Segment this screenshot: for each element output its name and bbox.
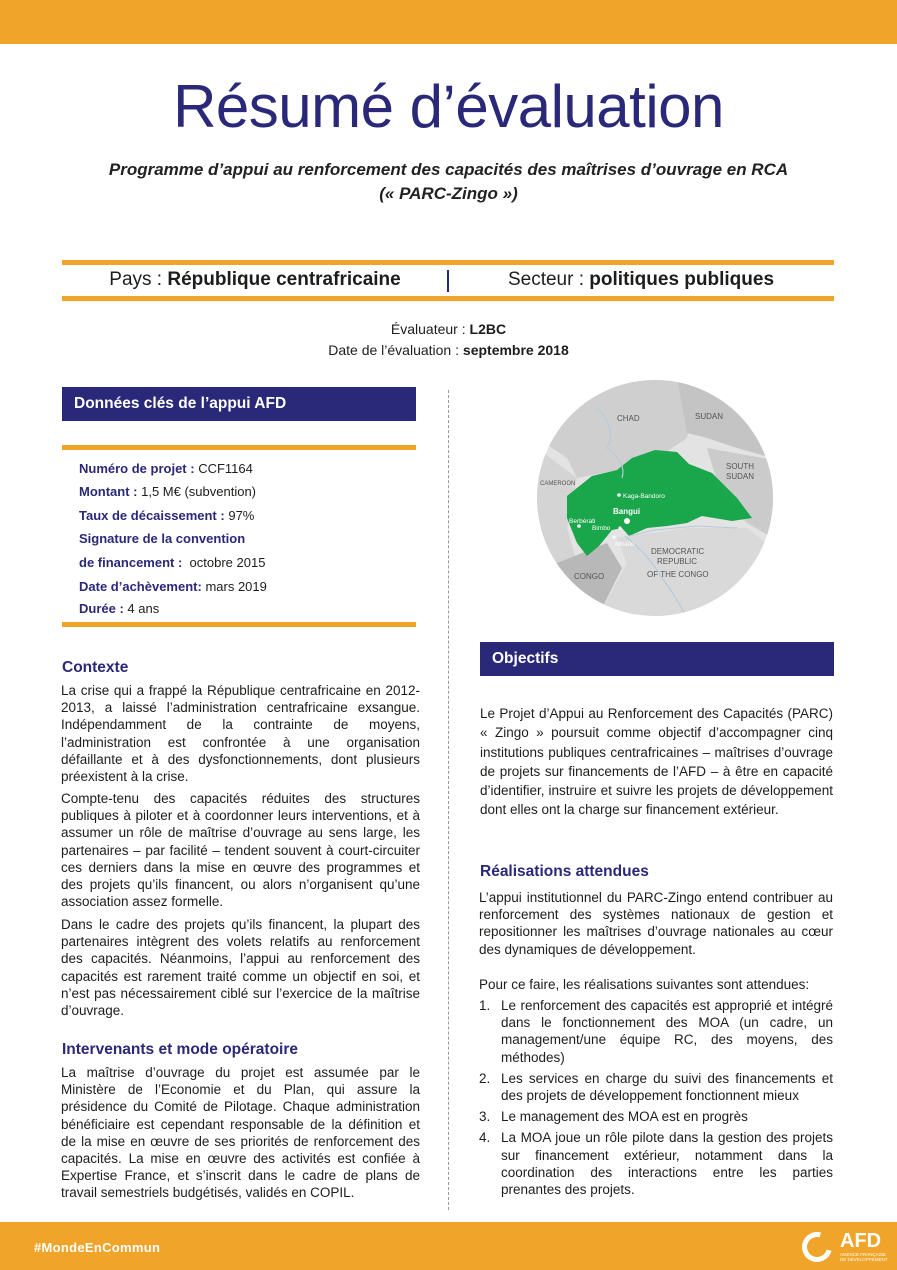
map-label-south-sudan-2: SUDAN <box>726 472 755 481</box>
realisations-title: Réalisations attendues <box>480 863 649 880</box>
page-subtitle <box>60 158 837 206</box>
afd-logo-circle-icon <box>797 1227 838 1268</box>
map-label-drc-1: DEMOCRATIC <box>651 547 705 556</box>
hashtag: #MondeEnCommun <box>34 1240 161 1255</box>
map-label-drc-3: OF THE CONGO <box>647 570 709 579</box>
key-data-item: Montant : 1,5 M€ (subvention) <box>79 484 257 499</box>
evaluateur-value: L2BC <box>469 321 507 337</box>
list-item: 4. La MOA joue un rôle pilote dans la gestion des projets sur financement extérieur, notamment dans la coordination des interactions entre les parties prenantes des projets. <box>479 1130 833 1198</box>
contexte-title: Contexte <box>62 659 129 676</box>
column-divider <box>448 390 449 1210</box>
date-label: Date de l’évaluation : <box>328 342 460 358</box>
date-line <box>0 342 897 358</box>
map-label-drc-2: REPUBLIC <box>657 557 698 566</box>
list-item: 1. Le renforcement des capacités est approprié et intégré dans le fonctionnement des MOA (un cadre, un management/une équipe RC, des moyens, des méthodes) <box>479 998 833 1065</box>
realisations-paragraph-1: L’appui institutionnel du PARC-Zingo entend contribuer au renforcement des systèmes nationaux de gestion et repositionner les maîtrises d’ouvrage nationales au cœur des dynamiques de développement. <box>479 890 833 957</box>
map-label-bimbo: Bimbo <box>592 525 611 532</box>
rule-bottom <box>62 296 834 301</box>
evaluateur-label: Évaluateur : <box>390 321 466 337</box>
map-label-mbaiki: Mbaïki <box>615 541 635 548</box>
contexte-paragraph-3: Dans le cadre des projets qu’ils financent, la plupart des partenaires intègrent des volets relatifs au renforcement des capacités. Néanmoins, l’appui au renforcement des capacités est rarement traité comme un objectif en soi, et n’est pas nécessairement ciblé sur l’exercice de la maîtrise d’ouvrage. <box>61 917 420 1019</box>
map-label-bangui: Bangui <box>613 507 641 516</box>
subtitle-line-2: (« PARC-Zingo ») <box>379 184 518 203</box>
afd-logo <box>800 1230 890 1266</box>
realisations-paragraph-2: Pour ce faire, les réalisations suivantes sont attendues: <box>479 977 810 992</box>
top-band <box>0 0 897 44</box>
map-label-cameroon: CAMEROON <box>540 481 576 487</box>
date-value: septembre 2018 <box>462 342 569 358</box>
pays-field <box>62 269 448 291</box>
map-label-berberati: Berbérati <box>569 518 596 525</box>
objectifs-header: Objectifs <box>480 642 834 676</box>
map-label-chad: CHAD <box>617 414 640 423</box>
map-label-sudan: SUDAN <box>695 412 724 421</box>
list-item: 3. Le management des MOA est en progrès <box>479 1109 748 1125</box>
map-label-congo: CONGO <box>574 572 605 581</box>
page-title: Résumé d’évaluation <box>173 73 724 140</box>
key-data-item: Durée : 4 ans <box>79 601 160 616</box>
key-data-rule-bottom <box>62 622 416 627</box>
intervenants-title: Intervenants et mode opératoire <box>62 1041 299 1058</box>
secteur-value: politiques publiques <box>589 269 775 290</box>
subtitle-line-1: Programme d’appui au renforcement des capacités des maîtrises d’ouvrage en RCA <box>108 160 789 179</box>
rule-top <box>62 260 834 265</box>
objectifs-paragraph: Le Projet d’Appui au Renforcement des Capacités (PARC) « Zingo » poursuit comme objectif d’accompagner cinq institutions publiques centrafricaines – maîtrises d’ouvrage de projets sur financements de l’AFD – à être en capacité d’identifier, instruire et suivre les projets de développement dont elles ont la charge sur financement extérieur. <box>480 706 833 818</box>
afd-logo-text: AFD <box>840 1230 882 1252</box>
map-image <box>537 378 773 618</box>
afd-logo-subtext: AGENCE FRANÇAISE DE DÉVELOPPEMENT <box>840 1252 888 1262</box>
key-data-item: Numéro de projet : CCF1164 <box>79 461 253 476</box>
secteur-field <box>448 269 834 291</box>
key-data-item: Signature de la convention <box>79 531 246 546</box>
secteur-label: Secteur : <box>507 269 585 290</box>
evaluateur-line <box>0 321 897 337</box>
key-data-item: de financement : octobre 2015 <box>79 555 266 570</box>
key-data-header: Données clés de l’appui AFD <box>62 387 416 421</box>
key-data-item: Date d’achèvement: mars 2019 <box>79 579 267 594</box>
key-data-rule-top <box>62 445 416 450</box>
key-data-item: Taux de décaissement : 97% <box>79 508 255 523</box>
contexte-paragraph-2: Compte-tenu des capacités réduites des structures publiques à piloter et à coordonner leurs interventions, et à assumer un rôle de maîtrise d’ouvrage au sens large, les partenaires – par facilité – tendent souvent à court-circuiter ces derniers dans la mise en œuvre des programmes et des projets qu’ils financent, ou alors n’organisent qu’une association assez formelle. <box>61 791 420 910</box>
pays-value: République centrafricaine <box>167 269 401 290</box>
realisations-list <box>479 997 833 1202</box>
intervenants-paragraph: La maîtrise d’ouvrage du projet est assumée par le Ministère de l’Economie et du Plan, qui assure la présidence du Comité de Pilotage. Chaque administration bénéficiaire est cependant responsable de la définition et de la mise en œuvre de ses priorités de renforcement des capacités. La mise en œuvre des activités est confiée à Expertise France, et s’inscrit dans le cadre de plans de travail semestriels budgétisés, validés en COPIL. <box>61 1065 420 1201</box>
list-item: 2. Les services en charge du suivi des financements et des projets de développement fonctionnent mieux <box>479 1070 833 1104</box>
map-label-kaga: Kaga-Bandoro <box>623 493 665 500</box>
bottom-band <box>0 1222 897 1270</box>
pays-label: Pays : <box>109 269 163 290</box>
contexte-paragraph-1: La crise qui a frappé la République centrafricaine en 2012-2013, a laissé l’administration centrafricaine exsangue. Indépendamment de la contrainte de moyens, l’administration est confrontée à une organisation défaillante et à des dysfonctionnements, dont plusieurs préexistent à la crise. <box>61 683 420 785</box>
map-label-south-sudan-1: SOUTH <box>726 462 754 471</box>
